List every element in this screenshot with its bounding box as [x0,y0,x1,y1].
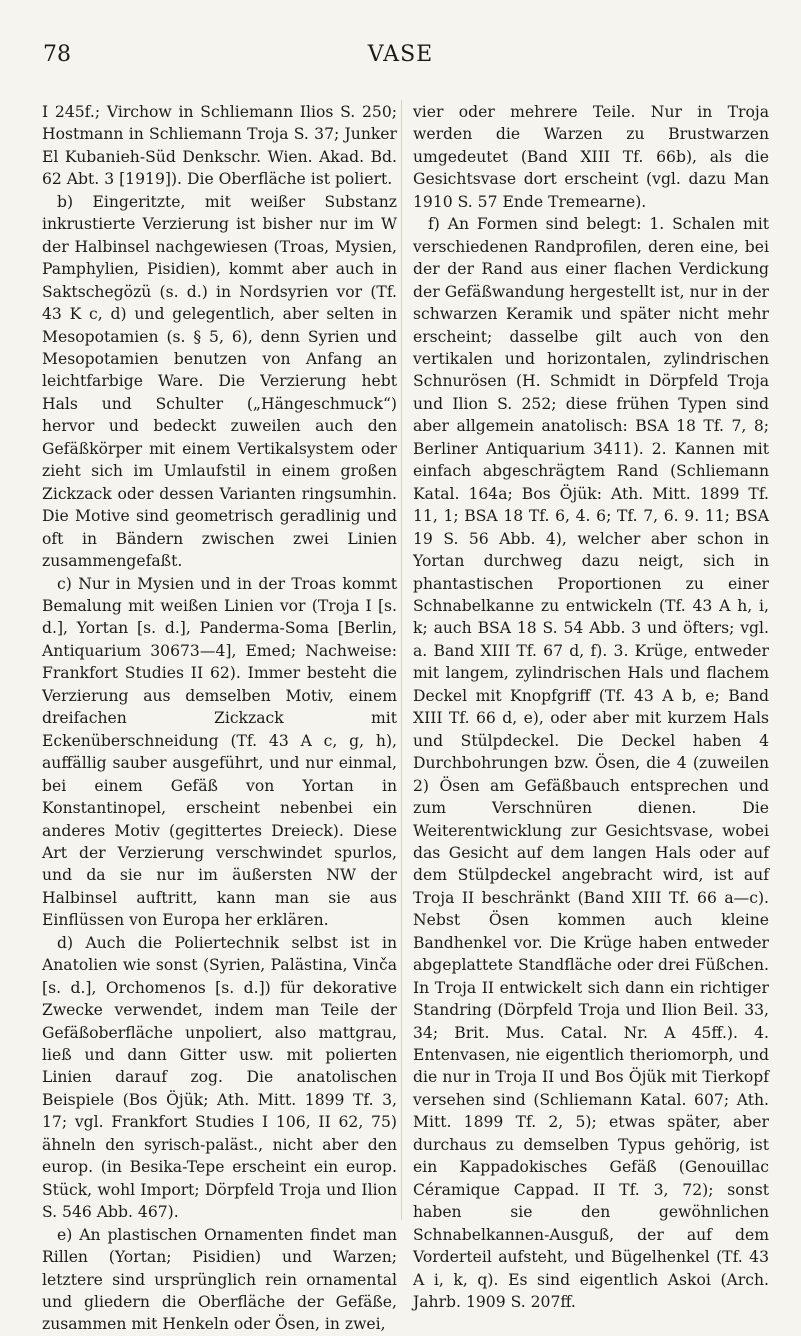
paragraph: vier oder mehrere Teile. Nur in Troja werden die Warzen zu Brustwarzen umgedeutet (Band XIII Tf. 66b), als die Gesichtsvase dort erscheint (vgl. dazu Man 1910 S. 57 Ende Tremearne). [413,103,769,211]
page-header [0,42,801,82]
paragraph: c) Nur in Mysien und in der Troas kommt Bemalung mit weißen Linien vor (Troja I [s. d.], Yortan [s. d.], Panderma-Soma [Berlin, Antiquarium 30673—4], Emed; Nachweise: Frankfort Studies II 62). Immer besteht die Verzierung aus demselben Motiv, einem dreifachen Zickzack mit Eckenüberschneidung (Tf. 43 A c, g, h), auffällig sauber ausgeführt, und nur einmal, bei einem Gefäß von Yortan in Konstantinopel, erscheint nebenbei ein anderes Motiv (gegittertes Dreieck). Diese Art der Verzierung verschwindet spurlos, und da sie nur im äußersten NW der Halbinsel auftritt, kann man sie aus Einflüssen von Europa her erklären. [42,574,397,930]
paragraph: e) An plastischen Ornamenten findet man Rillen (Yortan; Pisidien) und Warzen; letztere sind ursprünglich rein ornamental und gliedern die Oberfläche der Gefäße, zusammen mit Henkeln oder Ösen, in zwei, [42,1225,397,1334]
paragraph: d) Auch die Poliertechnik selbst ist in Anatolien wie sonst (Syrien, Palästina, Vinča [s. d.], Orchomenos [s. d.]) für dekorative Zwecke verwendet, indem man Teile der Gefäßoberfläche unpoliert, also mattgrau, ließ und dann Gitter usw. mit polierten Linien darauf zog. Die anatolischen Beispiele (Bos Öjük; Ath. Mitt. 1899 Tf. 3, 17; vgl. Frankfort Studies I 106, II 62, 75) ähneln den syrisch-paläst., nicht aber den europ. (in Besika-Tepe erscheint ein europ. Stück, wohl Import; Dörpfeld Troja und Ilion S. 546 Abb. 467). [42,933,397,1222]
paragraph: f) An Formen sind belegt: 1. Schalen mit verschiedenen Randprofilen, deren eine, bei der der Rand aus einer flachen Verdickung der Gefäßwandung hergestellt ist, nur in der schwarzen Keramik und später nicht mehr erscheint; dasselbe gilt auch von den vertikalen und horizontalen, zylindrischen Schnurösen (H. Schmidt in Dörpfeld Troja und Ilion S. 252; diese frühen Typen sind aber allgemein anatolisch: BSA 18 Tf. 7, 8; Berliner Antiquarium 3411). 2. Kannen mit einfach abgeschrägtem Rand (Schliemann Katal. 164a; Bos Öjük: Ath. Mitt. 1899 Tf. 11, 1; BSA 18 Tf. 6, 4. 6; Tf. 7, 6. 9. 11; BSA 19 S. 56 Abb. 4), welcher aber schon in Yortan durchweg dazu neigt, sich in phantastischen Proportionen zu einer Schnabelkanne zu entwickeln (Tf. 43 A h, i, k; auch BSA 18 S. 54 Abb. 3 und öfters; vgl. a. Band XIII Tf. 67 d, f). 3. Krüge, entweder mit langem, zylindrischen Hals und flachem Deckel mit Knopfgriff (Tf. 43 A b, e; Band XIII Tf. 66 d, e), oder aber mit kurzem Hals und Stülpdeckel. Die Deckel haben 4 Durchbohrungen bzw. Ösen, die 4 (zuweilen 2) Ösen am Gefäßbauch entsprechen und zum Verschnüren dienen. Die Weiterentwicklung zur Gesichtsvase, wobei das Gesicht auf dem langen Hals oder auf dem Stülpdeckel angebracht wird, ist auf Troja II beschränkt (Band XIII Tf. 66 a—c). Nebst Ösen kommen auch kleine Bandhenkel vor. Die Krüge haben entweder abgeplattete Standfläche oder drei Füßchen. In Troja II entwickelt sich dann ein richtiger Standring (Dörpfeld Troja und Ilion Beil. 33, 34; Brit. Mus. Catal. Nr. A 45ff.). 4. Entenvasen, nie eigentlich theriomorph, und die nur in Troja II und Bos Öjük mit Tierkopf versehen sind (Schliemann Katal. 607; Ath. Mitt. 1899 Tf. 2, 5); etwas später, aber durchaus zu demselben Typus gehörig, ist ein Kappadokisches Gefäß (Genouillac Céramique Cappad. II Tf. 3, 72); sonst haben sie den gewöhnlichen Schnabelkannen-Ausguß, der auf dem Vorderteil aufsteht, und Bügelhenkel (Tf. 43 A i, k, q). Es sind eigentlich Askoi (Arch. Jahrb. 1909 S. 207ff. [413,215,769,1312]
page-number: 78 [43,42,71,67]
paragraph: I 245f.; Virchow in Schliemann Ilios S. 250; Hostmann in Schliemann Troja S. 37; Junker El Kubanieh-Süd Denkschr. Wien. Akad. Bd. 62 Abt. 3 [1919]). Die Oberfläche ist poliert. [42,103,397,189]
right-column [413,101,769,1313]
paragraph: b) Eingeritzte, mit weißer Substanz inkrustierte Verzierung ist bisher nur im W der Halbinsel nachgewiesen (Troas, Mysien, Pamphylien, Pisidien), kommt aber auch in Saktschegözü (s. d.) in Nordsyrien vor (Tf. 43 K c, d) und gelegentlich, aber selten in Mesopotamien (s. § 5, 6), denn Syrien und Mesopotamien benutzen von Anfang an leichtfarbige Ware. Die Verzierung hebt Hals und Schulter („Hängeschmuck“) hervor und bedeckt zuweilen auch den Gefäßkörper mit einem Vertikalsystem oder zieht sich im Umlaufstil in einem großen Zickzack oder dessen Varianten ringsumhin. Die Motive sind geometrisch geradlinig und oft in Bändern zwischen zwei Linien zusammengefaßt. [42,192,397,571]
column-divider [401,100,402,1220]
running-title: VASE [367,42,434,67]
left-column [42,101,397,1336]
